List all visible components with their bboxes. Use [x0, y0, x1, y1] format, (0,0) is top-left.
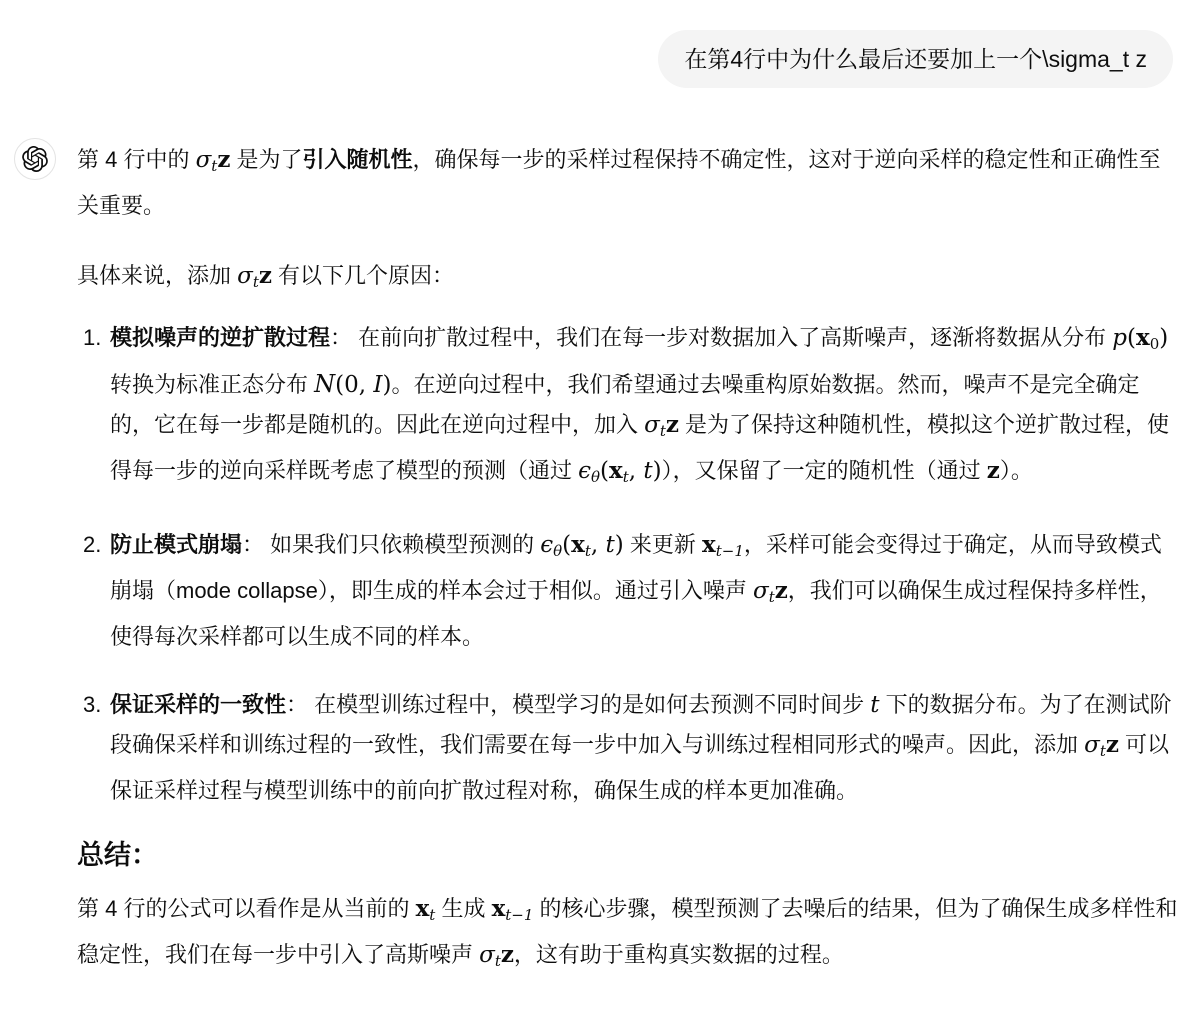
list-item-2: [77, 525, 1180, 657]
assistant-paragraph-summary: 第 4 行的公式可以看作是从当前的 xt 生成 xt−1 的核心步骤，模型预测了去噪后的结果，但为了确保生成多样性和稳定性，我们在每一步中引入了高斯噪声 σtz，这有助于重构真实数据的过程。: [77, 895, 1178, 970]
list-item-number: 1.: [83, 325, 102, 350]
summary-heading: 总结：: [77, 840, 158, 870]
assistant-message-row: [0, 138, 1201, 981]
list-item-number: 3.: [83, 692, 102, 717]
assistant-avatar: [14, 138, 56, 180]
list-item-text: 保证采样的一致性： 在模型训练过程中，模型学习的是如何去预测不同时间步 t 下的数据分布。为了在测试阶段确保采样和训练过程的一致性，我们需要在每一步中加入与训练过程相同形式的噪声。因此，添加 σtz 可以保证采样过程与模型训练中的前向扩散过程对称，确保生成的样本更加准确。: [110, 692, 1172, 803]
list-item-text: 防止模式崩塌： 如果我们只依赖模型预测的 ϵθ(xt, t) 来更新 xt−1，采样可能会变得过于确定，从而导致模式崩塌（mode collapse），即生成的样本会过于相似。通过引入噪声 σtz，我们可以确保生成过程保持多样性，使得每次采样都可以生成不同的样本。: [110, 531, 1162, 649]
openai-logo-icon: [22, 146, 48, 172]
list-item-text: 模拟噪声的逆扩散过程： 在前向扩散过程中，我们在每一步对数据加入了高斯噪声，逐渐将数据从分布 p(x0) 转换为标准正态分布 N(0, I)。在逆向过程中，我们希望通过去噪重构原始数据。然而，噪声不是完全确定的，它在每一步都是随机的。因此在逆向过程中，加入 σtz 是为了保持这种随机性，模拟这个逆扩散过程，使得每一步的逆向采样既考虑了模型的预测（通过 ϵθ(xt, t)），又保留了一定的随机性（通过 z）。: [110, 324, 1170, 486]
reasons-list: [77, 318, 1180, 811]
user-message-row: [0, 0, 1201, 88]
assistant-paragraph-intro: 第 4 行中的 σtz 是为了引入随机性，确保每一步的采样过程保持不确定性，这对于逆向采样的稳定性和正确性至关重要。: [77, 146, 1161, 218]
list-item-number: 2.: [83, 532, 102, 557]
list-item-3: [77, 685, 1180, 811]
user-message-bubble: 在第4行中为什么最后还要加上一个\sigma_t z: [658, 30, 1173, 88]
list-item-1: [77, 318, 1180, 497]
assistant-message-content: [77, 138, 1180, 981]
assistant-paragraph-reasons-intro: 具体来说，添加 σtz 有以下几个原因：: [77, 262, 455, 291]
